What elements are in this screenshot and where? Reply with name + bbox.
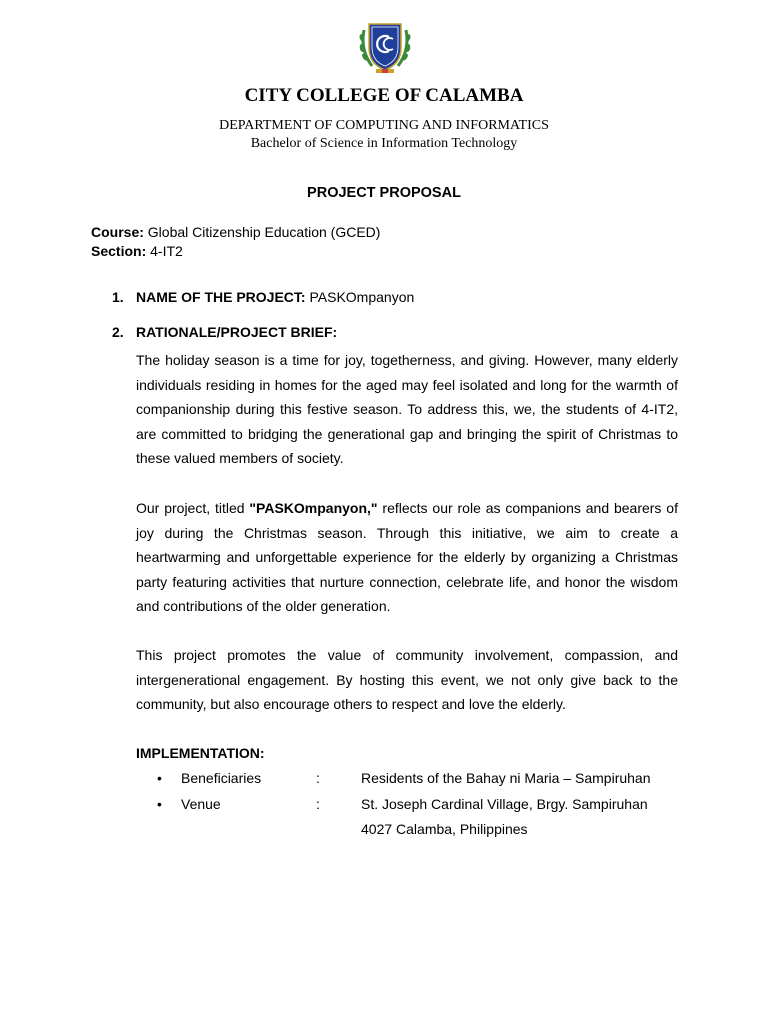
section-field: [91, 243, 183, 259]
item-number: 2.: [112, 324, 124, 340]
rationale-paragraph-2: [136, 496, 678, 619]
rationale-paragraph-3: This project promotes the value of community involvement, compassion, and intergenerational engagement. By hosting this event, we not only give back to the community, but also encourage others to respect and love the elderly.: [136, 647, 678, 712]
row-value: 4027 Calamba, Philippines: [361, 821, 528, 837]
paragraph-text: reflects our role as companions and bearers of joy during the Christmas season. Through this initiative, we aim to create a heartwarming and unforgettable experience for the elderly by organizing a Christmas party featuring activities that nurture connection, celebrate life, and honor the wisdom and contributions of the older generation.: [136, 500, 678, 614]
project-name-bold: "PASKOmpanyon,": [249, 500, 378, 516]
paragraph-text: Our project, titled: [136, 500, 250, 516]
course-label: Course:: [91, 224, 144, 240]
document-title: PROJECT PROPOSAL: [307, 185, 461, 201]
row-colon: :: [316, 770, 320, 786]
bullet: •: [157, 770, 162, 786]
row-value: St. Joseph Cardinal Village, Brgy. Sampiruhan: [361, 796, 648, 812]
section-value: 4-IT2: [150, 243, 183, 259]
item-project-name: [112, 289, 414, 305]
item-number: 1.: [112, 289, 124, 305]
item-label: NAME OF THE PROJECT:: [136, 289, 306, 305]
department-name: DEPARTMENT OF COMPUTING AND INFORMATICS: [219, 118, 549, 133]
row-key: Venue: [181, 796, 221, 812]
implementation-heading: IMPLEMENTATION:: [136, 745, 265, 761]
section-label: Section:: [91, 243, 147, 259]
row-value: Residents of the Bahay ni Maria – Sampiruhan: [361, 770, 651, 786]
college-name: CITY COLLEGE OF CALAMBA: [244, 85, 524, 106]
item-label: RATIONALE/PROJECT BRIEF:: [136, 324, 338, 340]
rationale-paragraph-1: The holiday season is a time for joy, togetherness, and giving. However, many elderly individuals residing in homes for the aged may feel isolated and long for the warmth of companionship during this festive season. To address this, we, the students of 4-IT2, are committed to bridging the generational gap and bringing the spirit of Christmas to these valued members of society.: [136, 352, 678, 466]
bullet: •: [157, 796, 162, 812]
program-name: Bachelor of Science in Information Technology: [250, 136, 518, 151]
course-value: Global Citizenship Education (GCED): [147, 224, 381, 240]
row-colon: :: [316, 796, 320, 812]
course-field: [91, 224, 380, 240]
college-seal-logo: [356, 20, 414, 76]
item-value: PASKOmpanyon: [309, 289, 415, 305]
item-rationale: [112, 324, 337, 340]
row-key: Beneficiaries: [181, 770, 262, 786]
